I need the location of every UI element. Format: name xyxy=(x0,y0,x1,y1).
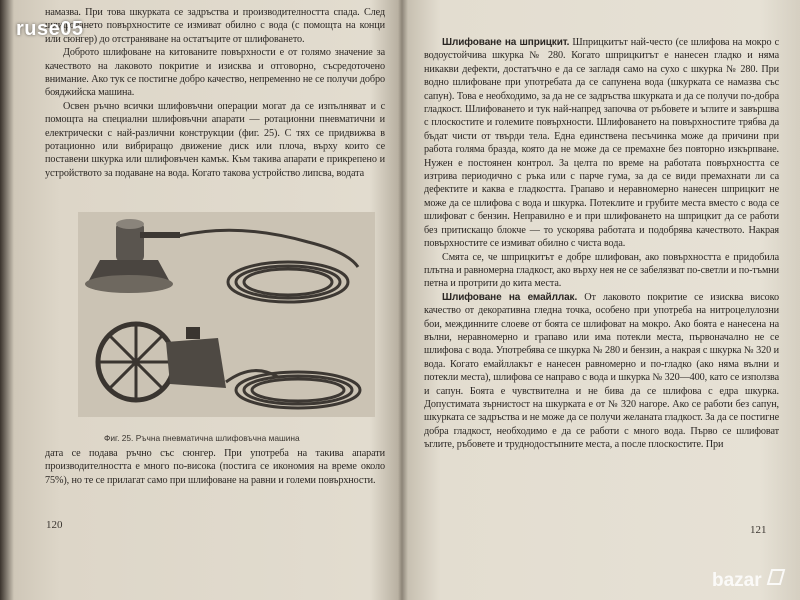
svg-text:bazar: bazar xyxy=(712,570,762,591)
bazar-logo xyxy=(710,564,788,594)
paragraph: намазва. При това шкурката се задръства и производителността спада. След шлифоването повърхностите се измиват обилно с вода (с помощта на конци или сюнгер) до отстраняване на остатъците от шлифоването. xyxy=(45,7,385,45)
left-page xyxy=(30,0,385,600)
section-heading: Шлифоване на шприцкит. xyxy=(442,37,570,48)
paragraph xyxy=(424,291,779,452)
left-page-text-top xyxy=(45,6,385,180)
right-page-text xyxy=(424,36,779,452)
paragraph-body: От лаковото покритие се изисква високо качество от декоративна гледна точка, особено при употреба на нитроцелулозни бои, междинните слоеве от боята се шлифоват на мокро. Ако боята е нанесена на вълни, неравномерно и грапаво или има потекли места, първоначално не се шлифова с вода. Употребява се шкурка № 280 и бензин, а накрая с шкурка № 320 и вода. Когато емайллакът е нанесен равномерно и по-гладко (ако няма вълни и потекли места), шлифова се направо с вода и шкурка № 320—400, като се използва и сапун. Боята е чувствителна и не бива да се шлифова с едра шкурка. Допустимата зърнистост на шкурката е от № 320 нагоре. Ако се работи без сапун, шкурката се задръства и не може да се получи желаната гладкост. За да се постигне добра гладкост, необходимо е да се работи с много вода. Първо се шлифоват ъглите, ръбовете и труднодостъпните места, а после плоскостите. При xyxy=(424,291,779,451)
right-page xyxy=(412,0,784,600)
paragraph: Смята се, че шприцкитът е добре шлифован, ако повърхността е придобила плътна и равномерна гладкост, ако върху нея не се забелязват по-светли и по-тъмни петна и протрити до кита места. xyxy=(424,251,779,290)
figure-caption: Фиг. 25. Ръчна пневматична шлифовъчна машина xyxy=(104,433,300,443)
paragraph xyxy=(424,36,779,251)
left-page-text-bottom xyxy=(45,447,385,487)
bazar-logo-icon xyxy=(710,564,788,594)
sander-illustration xyxy=(78,212,375,417)
figure-pneumatic-sander xyxy=(78,212,375,417)
section-heading: Шлифоване на емайллак. xyxy=(442,291,578,303)
watermark-logo: ruse05 xyxy=(16,18,84,40)
page-number-left: 120 xyxy=(46,519,63,531)
paragraph-body: Шприцкитът най-често (се шлифова на мокро с водоустойчива шкурка № 280. Когато шприцкитът е нанесен гладко и няма никакви дефекти, достатъчно е да се загладя само на сухо с шкурка № 280. При водно шлифоване при употребата да се сапунена вода (шкурката се намазва със сапун). Това е необходимо, за да не се задръства шкурката и да се получи по-добра гладкост. Шлифоването и тук най-напред започва от ръбовете и ъглите и завършва с плоскостите и големите повърхности. Шлифоването на повърхностите трябва да бъдат чисти от твърди тела. Една единствена песъчинка може да причини при работа голяма бразда, която да не може да се премахне без повторно изкърпване. Нужен е постоянен контрол. За целта по време на работата повърхността се изтрива периодично с ръка или с парче гума, за да се види премахнати ли са дефектите и каква е гладкостта. Грапаво и неравномерно нанесен шприцкит не може да се шлифова с вода и шкурка. Потеклите и грубите места вместо с вода се шлифоват с бензин. Неправилно е и при шлифоването на шприцкит да се работи без притискащо блокче — то ускорява работата и подобрява качеството. Накрая повърхностите се измиват обилно с чиста вода. xyxy=(424,37,779,250)
paragraph: Освен ръчно всички шлифовъчни операции могат да се изпълняват и с помощта на специални шлифовъчни апарати — ротационни пневматични и електрически с най-различни конструкции (фиг. 25). С тях се придвижва в ротационно или вибриращо движение диск или плоча, върху които се поставени шкурка или шлифовъчен камък. Към такива апарати е прикрепено и устройството за подаване на вода. Когато такова устройство липсва, водата xyxy=(45,100,385,179)
paragraph: Доброто шлифоване на китованите повърхности е от голямо значение за качеството на лаковото покритие и изисква и отговорно, съсредоточено внимание. Ако тук се постигне добро качество, непременно не се получи добро бояджийска машина. xyxy=(45,47,385,99)
page-number-right: 121 xyxy=(750,524,767,536)
paragraph: дата се подава ръчно със сюнгер. При употреба на такива апарати производителността е много по-висока (постига се икономия на време около 75%), но те се прилагат само при шлифоване на равни и големи повърхности. xyxy=(45,448,385,486)
